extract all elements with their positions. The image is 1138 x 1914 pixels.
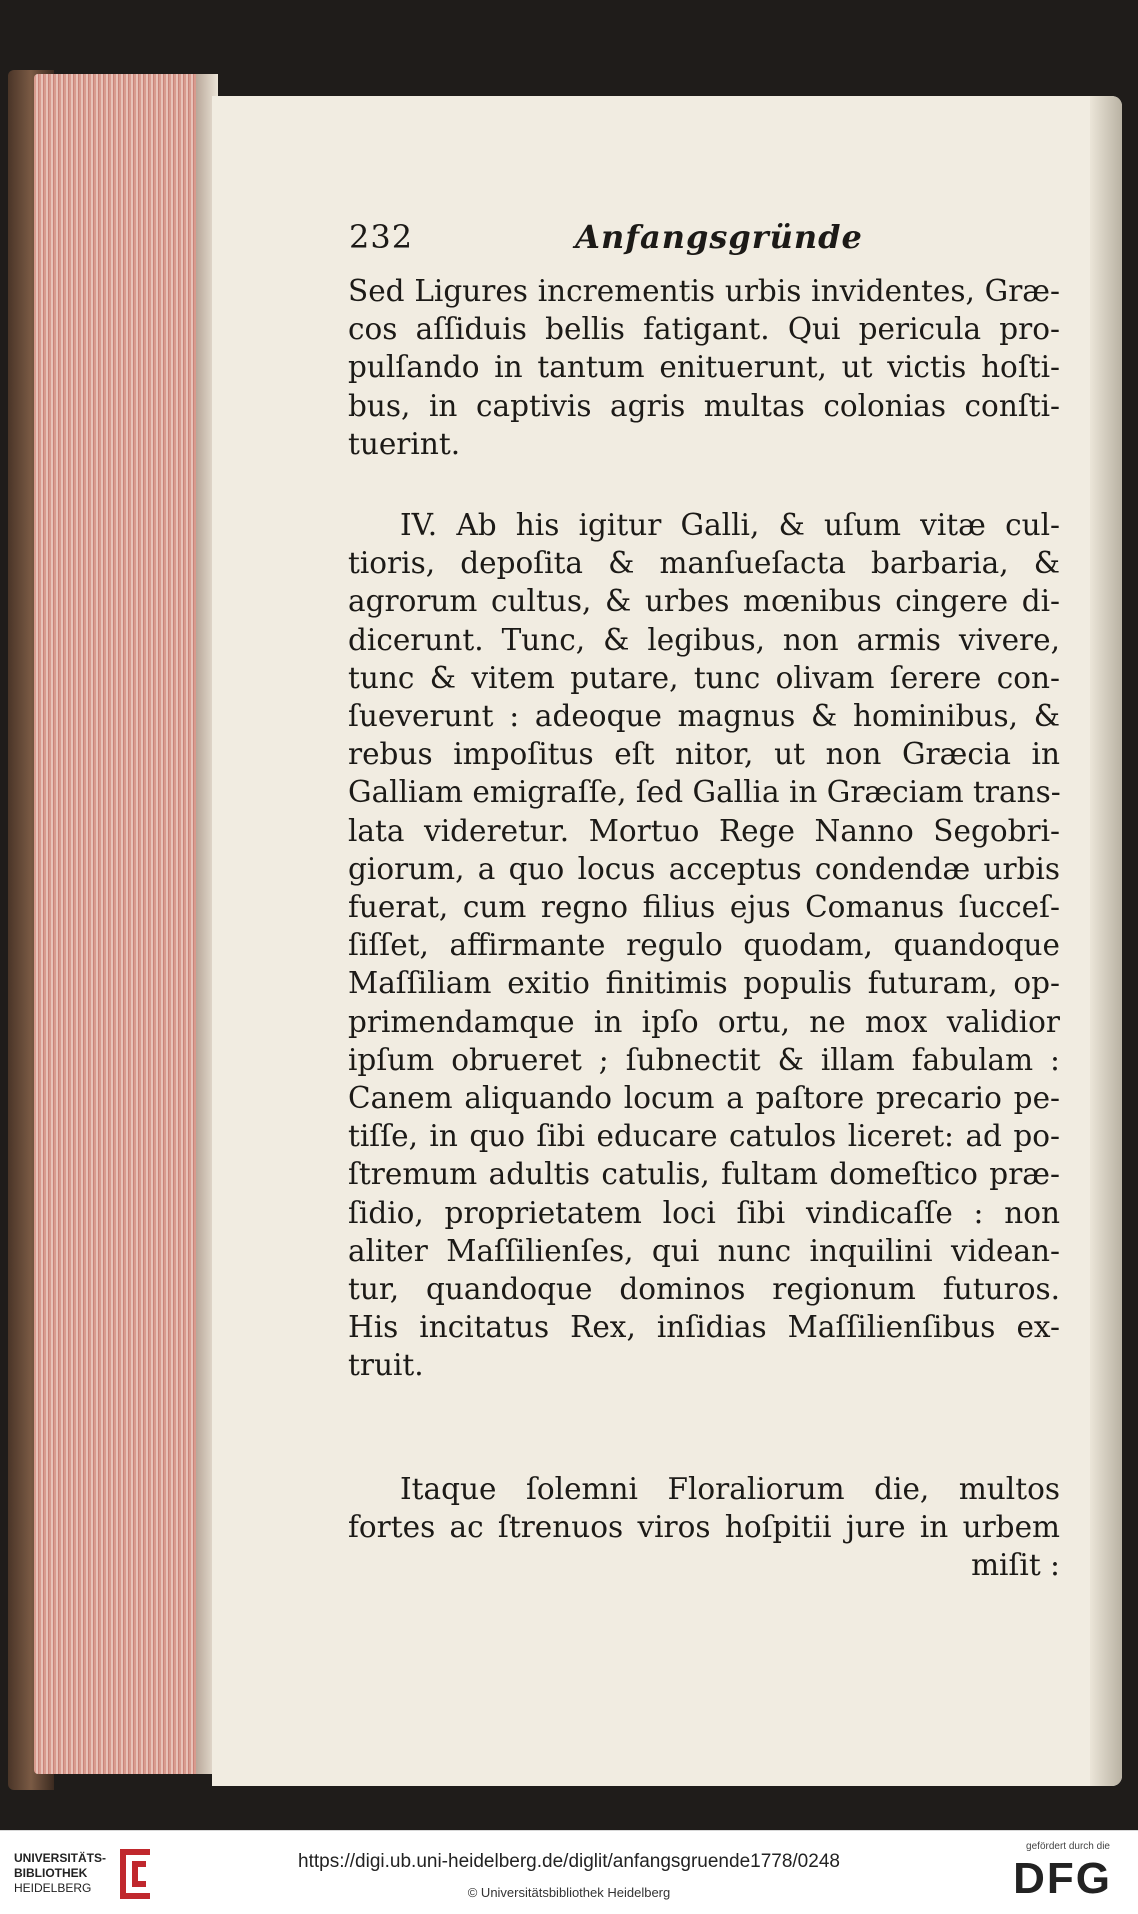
text-line: Galliam emigraſſe, ſed Gallia in Græciam trans-	[348, 775, 1061, 810]
running-title: Anfangsgründe	[575, 218, 863, 256]
page-stack-edge	[34, 74, 214, 1774]
library-name-line: UNIVERSITÄTS-	[14, 1851, 107, 1865]
text-line: tioris, depoſita & manſueſacta barbaria, &	[348, 546, 1060, 581]
paragraph-1	[348, 272, 1060, 463]
text-line: pulſando in tantum enituerunt, ut victis hoſti-	[348, 350, 1060, 385]
paragraph-3	[348, 1470, 1060, 1585]
text-line: primendamque in ipſo ortu, ne mox validior	[348, 1004, 1060, 1039]
text-line: fortes ac ſtrenuos viros hoſpitii jure in urbem	[348, 1510, 1060, 1545]
paragraph-2	[348, 506, 1060, 1385]
text-line: giorum, a quo locus acceptus condendæ urbis	[348, 851, 1060, 886]
page-number: 232	[349, 218, 414, 256]
catchword: miſit :	[971, 1548, 1060, 1583]
text-line: bus, in captivis agris multas colonias conſti-	[348, 388, 1060, 423]
text-line: rebus impoſitus eſt nitor, ut non Græcia in	[348, 737, 1060, 772]
text-line: ſueverunt : adeoque magnus & hominibus, &	[348, 699, 1060, 734]
text-line: Sed Ligures incrementis urbis invidentes, Græ-	[348, 274, 1060, 308]
text-line: Maſſiliam exitio finitimis populis futuram, op-	[348, 966, 1060, 1001]
text-line: fuerat, cum regno filius ejus Comanus ſucceſ-	[348, 890, 1060, 925]
text-line: Canem aliquando locum a paſtore precario pe-	[348, 1081, 1060, 1116]
text-line: ipſum obrueret ; ſubnectit & illam fabulam :	[348, 1042, 1060, 1077]
text-line: lata videretur. Mortuo Rege Nanno Segobri-	[348, 813, 1060, 848]
permalink-url[interactable]: https://digi.ub.uni-heidelberg.de/diglit/anfangsgruende1778/0248	[298, 1851, 840, 1872]
text-line: ſtremum adultis catulis, fultam domeſtico præ-	[348, 1157, 1060, 1192]
text-line: tur, quandoque dominos regionum futuros.	[348, 1272, 1060, 1307]
copyright-text: © Universitätsbibliothek Heidelberg	[467, 1885, 671, 1900]
text-line: cos aſſiduis bellis fatigant. Qui pericula pro-	[348, 312, 1060, 347]
text-line: dicerunt. Tunc, & legibus, non armis vivere,	[348, 622, 1060, 657]
page-edge-shadow	[1090, 96, 1122, 1786]
text-line: ſidio, proprietatem loci ſibi vindicaſſe : non	[348, 1195, 1060, 1230]
text-line: agrorum cultus, & urbes mœnibus cingere di-	[348, 584, 1060, 619]
text-line: Itaque ſolemni Floraliorum die, multos	[400, 1472, 1060, 1506]
sponsor-caption: gefördert durch die	[1026, 1841, 1110, 1852]
library-name-line: BIBLIOTHEK	[14, 1866, 88, 1880]
text-line: IV. Ab his igitur Galli, & uſum vitæ cul-	[400, 508, 1060, 542]
text-line: aliter Maſſilienſes, qui nunc inquilini videan-	[348, 1233, 1060, 1268]
text-line: tuerint.	[348, 426, 461, 461]
text-line: truit.	[348, 1348, 424, 1383]
dfg-logo: DFG	[1013, 1854, 1112, 1903]
library-name-line: HEIDELBERG	[14, 1881, 92, 1895]
text-line: ſiſſet, affirmante regulo quodam, quandoque	[348, 928, 1060, 963]
text-line: His incitatus Rex, inſidias Maſſilienſibus ex-	[348, 1310, 1060, 1345]
text-line: tiſſe, in quo ſibi educare catulos liceret: ad po-	[348, 1119, 1060, 1154]
text-line: tunc & vitem putare, tunc olivam ſerere con-	[348, 660, 1060, 695]
footer-bar	[0, 1830, 1138, 1914]
